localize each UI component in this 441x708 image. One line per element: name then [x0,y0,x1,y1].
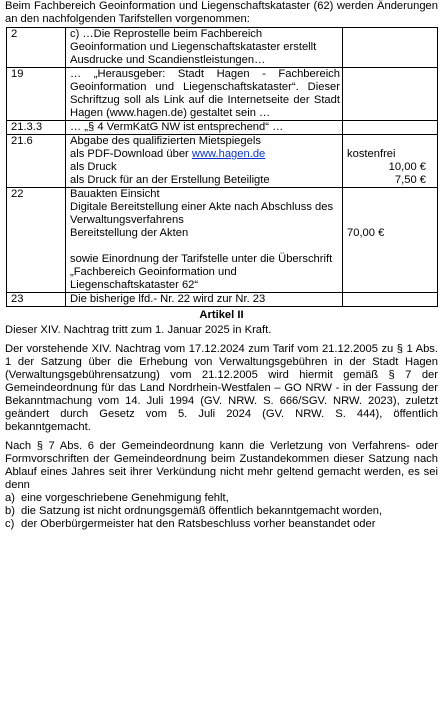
table-row [7,135,438,188]
tarif-table [6,27,438,307]
tarif-text: c) …Die Reprostelle beim Fachbereich Geoinformation und Liegenschaftskataster erstellt Ausdrucke und Scandienstleistungen… [66,28,343,68]
tarif-text [66,188,343,293]
paragraph: Der vorstehende XIV. Nachtrag vom 17.12.2024 zum Tarif vom 21.12.2005 zu § 1 Abs. 1 der Satzung über die Erhebung von Verwaltungsgebühren in der Stadt Hagen (Verwaltungsgebührensatzung) vom 21.12.2005 wird hiermit gemäß § 7 der Gemeindeordnung für das Land Nordrhein-Westfalen – GO NRW - in der Fassung der Bekanntmachung vom 14. Juli 1994 (GV. NRW. S. 666/SGV. NRW. 2023), zuletzt geändert durch Gesetz vom 5. Juli 2024 (GV. NRW. S. 444), öffentlich bekanntgemacht. [5,343,438,433]
tarif-line: Digitale Bereitstellung einer Akte nach Abschluss des Verwaltungsverfahrens [70,201,334,226]
condition-list [5,492,438,531]
tarif-text [66,135,343,188]
tarif-price [343,68,438,121]
tarif-line: als Druck [70,161,117,173]
tarif-number: 2 [7,28,66,68]
tarif-line: Bauakten Einsicht [70,188,160,200]
list-item: b) die Satzung ist nicht ordnungsgemäß öffentlich bekanntgemacht worden, [5,505,383,517]
price-druck: 10,00 € [388,161,426,173]
tarif-line: Bereitstellung der Akten [70,227,189,239]
tarif-number: 21.3.3 [7,121,66,135]
price-akten: 70,00 € [347,227,385,239]
tarif-price [343,135,438,188]
tarif-line: sowie Einordnung der Tarifstelle unter die Überschrift „Fachbereich Geoinformation und Liegenschaftskataster 62“ [70,253,333,291]
tarif-number: 22 [7,188,66,293]
tarif-number: 21.6 [7,135,66,188]
tarif-line: Abgabe des qualifizierten Mietspiegels [70,135,261,147]
tarif-line [70,148,340,161]
tarif-text: Die bisherige lfd.- Nr. 22 wird zur Nr. 23 [66,293,343,307]
article-heading: Artikel II [199,309,244,321]
table-row [7,293,438,307]
price-beteiligte: 7,50 € [394,174,426,186]
tarif-line: als Druck für an der Erstellung Beteiligte [70,174,270,186]
table-row [7,121,438,135]
tarif-price [343,293,438,307]
tarif-number: 23 [7,293,66,307]
hagen-link[interactable]: www.hagen.de [191,148,266,160]
tarif-text: … „Herausgeber: Stadt Hagen - Fachbereich Geoinformation und Liegenschaftskataster“. Dieser Schriftzug soll als Link auf die Internetseite der Stadt Hagen (www.hagen.de) gestaltet sein … [66,68,343,121]
price-pdf: kostenfrei [347,148,396,160]
table-row [7,28,438,68]
tarif-price [343,28,438,68]
table-row [7,68,438,121]
tarif-line-prefix: als PDF-Download über [70,148,192,160]
tarif-price [343,121,438,135]
list-item: c) der Oberbürgermeister hat den Ratsbeschluss vorher beanstandet oder [5,518,376,530]
tarif-number: 19 [7,68,66,121]
document-page [5,0,438,531]
list-item: a) eine vorgeschriebene Genehmigung fehlt, [5,492,229,504]
paragraph: Nach § 7 Abs. 6 der Gemeindeordnung kann die Verletzung von Verfahrens- oder Formvorschriften der Gemeindeordnung beim Zustandekommen dieser Satzung nach Ablauf eines Jahres seit ihrer Verkündung nicht mehr geltend gemacht werden, es sei denn [5,440,438,491]
tarif-text: … „§ 4 VermKatG NW ist entsprechend“ … [66,121,343,135]
intro-text: Beim Fachbereich Geoinformation und Liegenschaftskataster (62) werden Änderungen an den nachfolgenden Tarifstellen vorgenommen: [5,0,438,25]
tarif-price [343,188,438,293]
paragraph: Dieser XIV. Nachtrag tritt zum 1. Januar 2025 in Kraft. [5,324,272,336]
table-row [7,188,438,293]
